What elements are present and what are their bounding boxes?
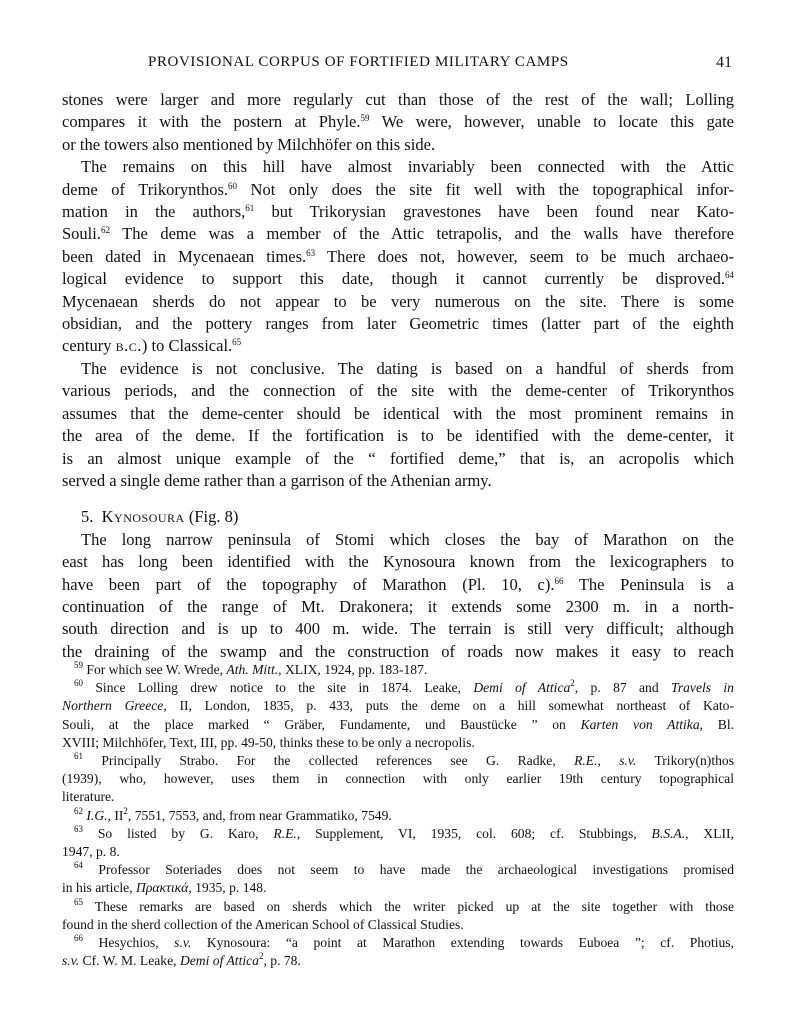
text-line: $^{63}$ So listed by G. Karo, R.E., Supplement, VI, 1935, col. 608; cf. Stubbings, B.S.A., XLII,: [74, 823, 734, 841]
footnote-59: [62, 661, 734, 679]
text-line: The remains on this hill have almost invariably been connected with the Attic: [81, 157, 734, 177]
text-line: the area of the deme. If the fortification is to be identified with the deme-center, it: [62, 426, 734, 446]
text-line: compares it with the postern at Phyle.$^{59}$ We were, however, unable to locate this gate: [62, 112, 734, 132]
text-line: deme of Trikorynthos.$^{60}$ Not only does the site fit well with the topographical infor-: [62, 179, 734, 199]
text-line: assumes that the deme-center should be identical with the most prominent remains in: [62, 403, 734, 423]
text-line: stones were larger and more regularly cut than those of the rest of the wall; Lolling: [62, 90, 734, 109]
text-line: logical evidence to support this date, though it cannot currently be disproved.$^{64}$: [62, 269, 734, 289]
figure-reference[interactable]: (Fig. 8): [188, 507, 239, 527]
text-line: south direction and is up to 400 m. wide. The terrain is still very difficult; although: [62, 619, 734, 639]
text-line: various periods, and the connection of the site with the deme-center of Trikorynthos: [62, 381, 734, 401]
page-header: [148, 54, 732, 76]
text-line: mation in the authors,$^{61}$ but Trikorysian gravestones have been found near Kato-: [62, 202, 734, 222]
footnote-ref[interactable]: 61: [245, 203, 255, 214]
text-line: continuation of the range of Mt. Drakonera; it extends some 2300 m. in a north-: [62, 596, 734, 616]
text-line: century b.c.) to Classical.$^{65}$: [62, 336, 242, 356]
paragraph-trikorynthos: [62, 156, 734, 358]
text-line: $^{64}$ Professor Soteriades does not seem to have made the archaeological investigations promised: [74, 860, 734, 878]
section-title: Kynosoura: [101, 507, 185, 527]
footnote-ref[interactable]: 64: [725, 270, 734, 281]
text-line: (1939), who, however, uses them in connection with only earlier 19th century topographical: [62, 771, 734, 787]
footnote-65: [62, 898, 734, 934]
footnote-63: [62, 825, 734, 861]
page-number: 41: [716, 54, 732, 71]
text-line: The evidence is not conclusive. The dating is based on a handful of sherds from: [81, 358, 734, 378]
text-line: Mycenaean sherds do not appear to be very numerous on the site. There is some: [62, 291, 734, 311]
text-line: $^{61}$ Principally Strabo. For the collected references see G. Radke, R.E., s.v. Trikory(n)thos: [74, 751, 734, 769]
body-text: [62, 89, 734, 663]
footnote-64: [62, 861, 734, 897]
text-line: east has long been identified with the Kynosoura known from the lexicographers to: [62, 552, 734, 572]
text-line: have been part of the topography of Marathon (Pl. 10, c).$^{66}$ The Peninsula is a: [62, 574, 734, 594]
footnote-ref[interactable]: 59: [360, 113, 370, 124]
text-line: the draining of the swamp and the construction of roads now makes it easy to reach: [62, 641, 734, 661]
text-line: Souli, at the place marked “ Gräber, Fundamente, und Baustücke ” on Karten von Attika, Bl.: [62, 716, 734, 732]
paragraph-evidence: [62, 358, 734, 492]
text-line: $^{60}$ Since Lolling drew notice to the site in 1874. Leake, Demi of Attica$^2$, p. 87 and Travels in: [74, 678, 734, 696]
footnote-ref[interactable]: 65: [232, 337, 242, 348]
footnote-61: [62, 752, 734, 807]
text-line: been dated in Mycenaean times.$^{63}$ There does not, however, seem to be much archaeo-: [62, 246, 734, 266]
text-line: The long narrow peninsula of Stomi which closes the bay of Marathon on the: [81, 529, 734, 549]
text-line: $^{65}$ These remarks are based on sherds which the writer picked up at the site together with those: [74, 896, 734, 914]
text-line: Souli.$^{62}$ The deme was a member of the Attic tetrapolis, and the walls have therefore: [62, 224, 734, 244]
text-line: XVIII; Milchhöfer, Text, III, pp. 49-50, thinks these to be only a necropolis.: [62, 734, 475, 750]
text-line: $^{66}$ Hesychios, s.v. Kynosoura: “a point at Marathon extending towards Euboea ”; cf. Photius,: [74, 933, 734, 951]
text-line: found in the sherd collection of the American School of Classical Studies.: [62, 916, 464, 932]
text-line: served a single deme rather than a garrison of the Athenian army.: [62, 470, 492, 490]
text-line: literature.: [62, 789, 115, 805]
section-number: 5.: [81, 507, 94, 527]
running-title: PROVISIONAL CORPUS OF FORTIFIED MILITARY CAMPS: [148, 54, 569, 70]
text-line: Northern Greece, II, London, 1835, p. 433, puts the deme on a hill somewhat northeast of Kato-: [62, 698, 734, 714]
footnotes: [62, 661, 734, 970]
footnote-ref[interactable]: 62: [100, 225, 110, 236]
footnote-66: [62, 934, 734, 970]
footnote-60: [62, 679, 734, 752]
text-line: obsidian, and the pottery ranges from later Geometric times (latter part of the eighth: [62, 314, 734, 334]
footnote-ref[interactable]: 63: [306, 247, 316, 258]
text-line: s.v. Cf. W. M. Leake, Demi of Attica$^2$, p. 78.: [62, 951, 301, 969]
text-line: 1947, p. 8.: [62, 844, 120, 860]
footnote-62: [62, 807, 734, 825]
text-line: $^{62}$ I.G., $II^2$, 7551, 7553, and, from near Grammatiko, 7549.: [74, 805, 392, 823]
footnote-ref[interactable]: 60: [228, 180, 237, 191]
text-line: in his article, Πρακτικά, 1935, p. 148.: [62, 880, 267, 896]
text-line: $^{59}$ For which see W. Wrede, Ath. Mitt., XLIX, 1924, pp. 183-187.: [74, 660, 428, 677]
text-line: is an almost unique example of the “ fortified deme,” that is, an acropolis which: [62, 448, 734, 468]
section-heading: [62, 506, 734, 528]
text-line: or the towers also mentioned by Milchhöfer on this side.: [62, 134, 436, 154]
paragraph-kynosoura: [62, 529, 734, 663]
paragraph-continuation: [62, 89, 734, 156]
footnote-ref[interactable]: 66: [554, 575, 564, 586]
